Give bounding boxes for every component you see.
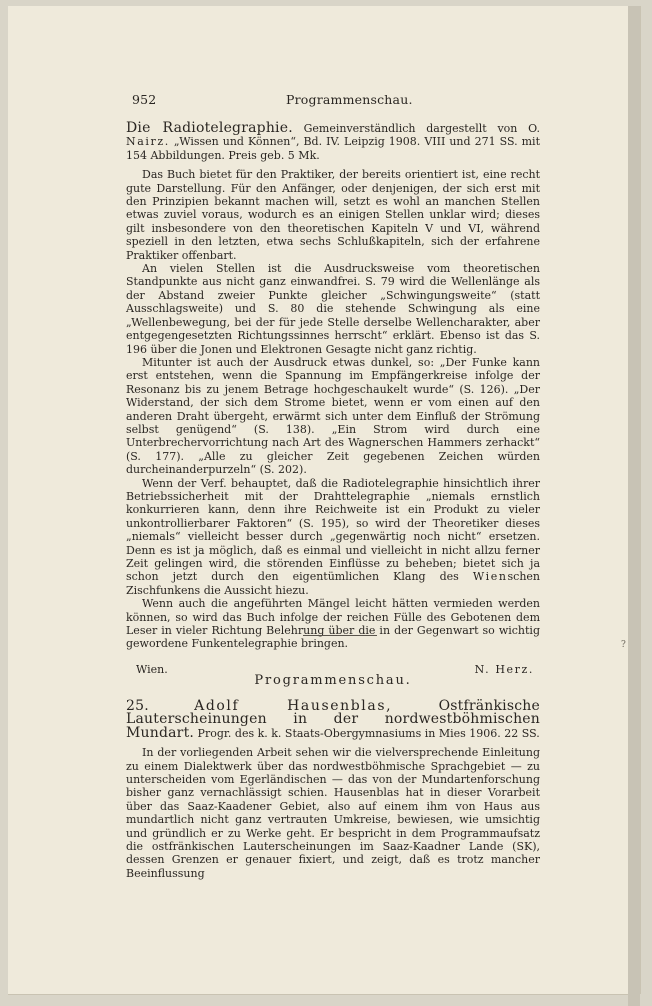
section-title: Programmenschau.: [254, 673, 412, 688]
spaced-name: Wien: [472, 570, 508, 584]
signature-name: N. Herz.: [474, 662, 534, 676]
review-paragraph: Mitunter ist auch der Ausdruck etwas dunkel, so: „Der Funke kann erst entstehen, wenn die Spannung im Empfängerkreise infolge der Resonanz bis zu jenem Betrage hochgeschaukelt wurde“ (S. 126). „Der Widerstand, der sich dem Strome bietet, wenn er vom einen auf den anderen Draht übergeht, erwärmt sich unter dem Einfluß der Strömung selbst genügend“ (S. 138). „Ein Strom wird durch eine Unterbrechervorrichtung nach Art des Wagnerschen Hammers zerhackt“ (S. 177). „Alle zu gleicher Zeit gegebenen Zeichen würden durcheinanderpurzeln“ (S. 202).: [126, 355, 540, 477]
book-title: Die Radiotelegraphie.: [126, 120, 293, 136]
signature-place: Wien.: [136, 662, 168, 676]
paragraph-text-end: schen Zischfunkens die Aussicht hiezu.: [126, 570, 540, 597]
review-paragraph: Wenn auch die angeführten Mängel leicht hätten vermieden werden können, so wird das Buch infolge der reichen Fülle des Gebotenen dem Leser in vieler Richtung Belehrung über die in der Gegenwart so wichtig gewordene Funkentelegraphie bringen.: [126, 597, 540, 651]
review-hausenblas: [126, 700, 540, 880]
margin-mark: ?: [621, 640, 626, 650]
running-title: Programmenschau.: [286, 92, 413, 107]
book-author: Adolf Hausenblas,: [194, 698, 393, 714]
paragraph-text: Wenn der Verf. behauptet, daß die Radiotelegraphie hinsichtlich ihrer Betriebssicherheit mit der Drahttelegraphie „niemals ernstlich konkurrieren kann, denn ihre Reichweite ist ein Produkt zu vieler unkontrollierbarer Faktoren“ (S. 195), so wird der Theoretiker dieses „niemals“ vielleicht besser durch „gegenwärtig noch nicht“ ersetzen. Denn es ist ja möglich, daß es einmal und vielleicht in nicht allzu ferner Zeit gelingen wird, die störenden Einflüsse zu beheben; bietet sich ja schon jetzt durch den eigentümlichen Klang des: [126, 476, 540, 584]
book-meta: Progr. des k. k. Staats-Obergymnasiums in Mies 1906. 22 SS.: [194, 726, 540, 740]
book-meta-line: Gemeinverständlich dargestellt von O.: [292, 122, 540, 135]
review-heading: [126, 122, 540, 162]
page-edge: [628, 6, 640, 1006]
page-number: 952: [132, 92, 157, 107]
review-heading: [126, 700, 540, 740]
book-author: Nairz.: [126, 135, 170, 149]
entry-number: 25.: [126, 698, 149, 714]
review-paragraph: Das Buch bietet für den Praktiker, der bereits orientiert ist, eine recht gute Darstellung. Für den Anfänger, oder denjenigen, der sich erst mit den Prinzipien bekannt machen will, setzt es wohl an manchen Stellen etwas zuviel voraus, wodurch es an einigen Stellen unklar wird; dieses gilt insbesondere von den theoretischen Kapiteln V und VI, während speziell in den letzten, etwa sechs Schlußkapiteln, sich der erfahrene Praktiker offenbart.: [126, 168, 540, 262]
review-paragraph: An vielen Stellen ist die Ausdrucksweise vom theoretischen Standpunkte aus nicht ganz einwandfrei. S. 79 wird die Wellenlänge als der Abstand zweier Punkte gleicher „Schwingungsweite“ (statt Ausschlagsweite) und S. 80 die stehende Schwingung als eine „Wellenbewegung, bei der für jede Stelle derselbe Wellencharakter, aber entgegengesetzten Richtungssinnes herrscht“ erklärt. Ebenso ist das S. 196 über die Jonen und Elektronen Gesagte nicht ganz richtig.: [126, 262, 540, 356]
review-paragraph: [126, 477, 540, 598]
review-radiotelegraphie: [126, 122, 540, 677]
book-meta-rest: „Wissen und Können“, Bd. IV. Leipzig 1908. VIII und 271 SS. mit 154 Abbildungen. Preis geb. 5 Mk.: [126, 135, 540, 162]
review-paragraph: In der vorliegenden Arbeit sehen wir die vielversprechende Einleitung zu einem Dialektwerk über das nordwestböhmische Sprachgebiet — zu unterscheiden vom Egerländischen — das von der Mundartenforschung bisher ganz vernachlässigt schien. Hausenblas hat in dieser Vorarbeit über das Saaz-Kaadener Gebiet, also auf einem ihm von Haus aus mundartlich nicht ganz vertrauten Umkreise, bewiesen, wie umsichtig und gründlich er zu Werke geht. Er bespricht in dem Programmaufsatz die ostfränkischen Lauterscheinungen im Saaz-Kaadner Lande (SK), dessen Grenzen er genauer fixiert, und zeigt, daß es trotz mancher Beeinflussung: [126, 746, 540, 880]
section-divider: [303, 635, 377, 636]
book-title: Ostfränkische Lauterscheinungen in der nordwestböhmischen Mundart.: [126, 698, 540, 741]
